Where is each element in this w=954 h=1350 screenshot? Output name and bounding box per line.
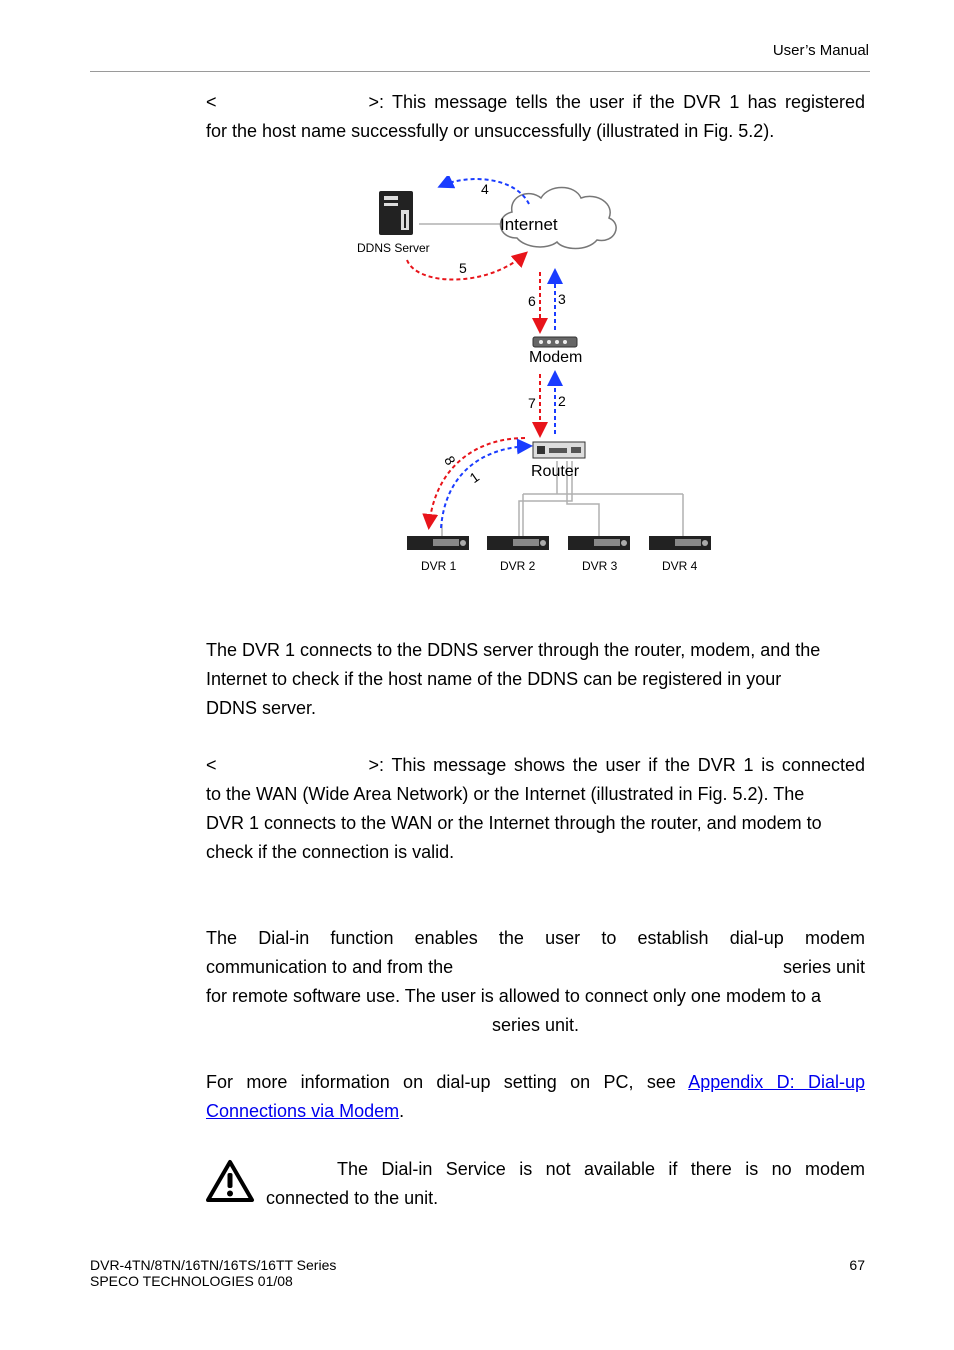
dial-in-line-2b: series unit (782, 957, 865, 977)
modem-label: Modem (529, 349, 583, 366)
dial-in-line-2a: communication to and from the (206, 957, 454, 977)
router-icon (533, 442, 585, 458)
dvr-1-label: DVR 1 (421, 559, 457, 573)
note-line-1: The Dial-in Service is not available if there is no modem (337, 1159, 865, 1179)
ddns-line-1: The DVR 1 connects to the DDNS server through the router, modem, and the (206, 640, 821, 660)
ddns-network-diagram (357, 176, 717, 576)
dvr-3-label: DVR 3 (582, 559, 618, 573)
appendix-d-link[interactable]: Appendix D: Dial-up (688, 1072, 865, 1092)
more-info-text: For more information on dial-up setting on PC, see (206, 1072, 676, 1092)
wan-line-1: >: This message shows the user if the DVR 1 is connected (368, 755, 865, 775)
paragraph-more-info (206, 1068, 865, 1126)
internet-label: Internet (500, 215, 558, 234)
dial-in-line-1: The Dial-in function enables the user to establish dial-up modem (206, 928, 865, 948)
modem-icon (533, 337, 577, 347)
bracket-open: < (206, 92, 217, 112)
dvr-4-icon (649, 536, 711, 550)
step-5-label: 5 (459, 260, 467, 276)
wan-line-2: to the WAN (Wide Area Network) or the Internet (illustrated in Fig. 5.2). The (206, 784, 805, 804)
appendix-d-link-continued[interactable]: Connections via Modem (206, 1101, 400, 1121)
dvr-2-icon (487, 536, 549, 550)
router-label: Router (531, 463, 580, 480)
paragraph-dial-in (206, 924, 865, 1040)
paragraph-ddns-connection (206, 636, 865, 723)
step-7-label: 7 (528, 395, 536, 411)
dial-in-line-4: series unit. (491, 1015, 580, 1035)
paragraph-wan-status (206, 751, 865, 867)
paragraph-registration (206, 88, 865, 146)
wan-line-3: DVR 1 connects to the WAN or the Internet through the router, and modem to (206, 813, 822, 833)
note-line-2: connected to the unit. (266, 1188, 439, 1208)
page-number: 67 (849, 1257, 865, 1273)
warning-icon (205, 1158, 255, 1204)
bracket-open-2: < (206, 755, 217, 775)
footer (90, 1257, 336, 1289)
dvr-3-icon (568, 536, 630, 550)
step-4-label: 4 (481, 181, 489, 197)
step-6-label: 6 (528, 293, 536, 309)
step-2-label: 2 (558, 393, 566, 409)
step-8-label: 8 (441, 453, 459, 468)
dial-in-line-3: for remote software use. The user is allowed to connect only one modem to a (206, 986, 821, 1006)
ddns-server-icon (379, 191, 413, 235)
footer-model: DVR-4TN/8TN/16TN/16TS/16TT Series (90, 1257, 337, 1273)
step-3-label: 3 (558, 291, 566, 307)
more-info-period: . (399, 1101, 405, 1121)
ddns-line-2: Internet to check if the host name of the DDNS can be registered in your (206, 669, 782, 689)
wan-line-4: check if the connection is valid. (206, 842, 455, 862)
header-divider (90, 71, 870, 72)
step-1-label: 1 (466, 468, 483, 487)
footer-company: SPECO TECHNOLOGIES 01/08 (90, 1273, 293, 1289)
dvr-2-label: DVR 2 (500, 559, 536, 573)
header-title: User’s Manual (772, 42, 869, 59)
dvr-1-icon (407, 536, 469, 550)
registration-message-line2: for the host name successfully or unsuccessfully (illustrated in Fig. 5.2). (206, 121, 775, 141)
dvr-4-label: DVR 4 (662, 559, 698, 573)
ddns-server-label: DDNS Server (357, 241, 430, 255)
registration-message-text: >: This message tells the user if the DVR 1 has registered (368, 92, 865, 112)
note-dial-in (266, 1155, 865, 1213)
ddns-line-3: DDNS server. (206, 698, 317, 718)
